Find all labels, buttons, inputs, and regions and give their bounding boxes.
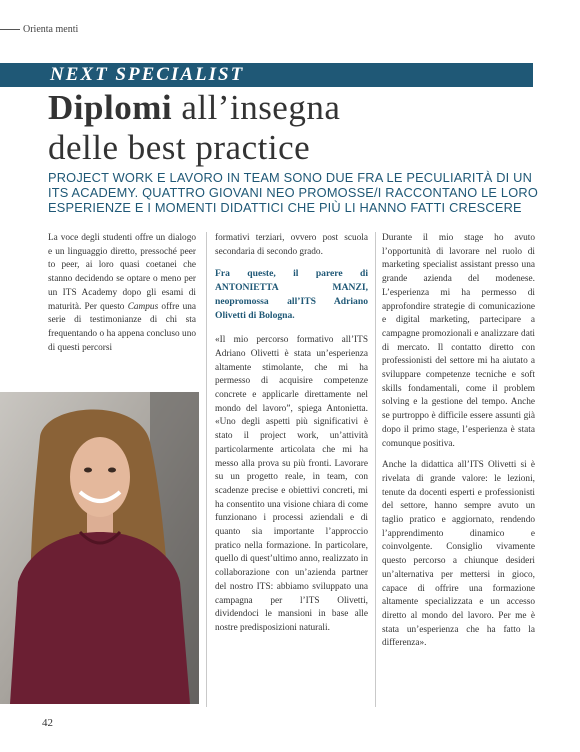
col3-paragraph-1: Durante il mio stage ho avuto l’opportunità di lavorare nel ruolo di marketing specialist assistant presso una grande azienda del modenese. L’esperienza mi ha permesso di approfondire strategie di comunicazione e digital marketing, partecipare a campagne promozionali e analizzare dati di mercato. Il contatto diretto con professionisti del settore mi ha aiutato a sviluppare competenze tecniche e soft skills fondamentali, come il problem solving e la gestione del tempo. Anche se purtroppo è difficile essere assunti già dopo il primo stage, l’esperienza è stata comunque positiva.	[382, 233, 535, 449]
intro-text-a: La voce degli studenti offre un dialogo e un linguaggio diretto, pressoché peer to peer, ai loro quasi coetanei che stanno decidendo se optare o meno per un ITS Academy dopo gli esami di maturità. Per questo	[48, 233, 196, 312]
column-2	[215, 232, 368, 644]
portrait-photo	[0, 392, 199, 704]
col2-paragraph-2: «Il mio percorso formativo all’ITS Adriano Olivetti è stata un’esperienza altamente stimolante, che mi ha permesso di acquisire competenze concrete e applicarle direttamente nel mondo del lavoro”, spiega Antonietta. «Uno degli aspetti più significativi è stato il project work, un’attività particolarmente articolata che mi ha messo alla prova su più fronti. Lavorare su un progetto reale, in team, con scadenze precise e obiettivi concreti, mi ha consentito una visione chiara di come funzionano i processi aziendali e di quanto sia importante l’approccio pratico nella formazione. In particolare, quello di quest’ultimo anno, realizzato in collaborazione con un’azienda partner del nostro ITS: abbiamo sviluppato una campagna per l’ITS Olivetti, dividendoci le mansioni in base alle nostre predisposizioni naturali.	[215, 335, 368, 633]
section-band	[0, 63, 533, 87]
column-1	[48, 232, 196, 363]
intro-text-b: offre una serie di testimonianze di chi sta frequentando o ha appena concluso uno di questi percorsi	[48, 301, 196, 353]
section-title: Orienta menti	[23, 24, 79, 35]
headline-line1	[48, 88, 340, 128]
band-label: NEXT SPECIALIST	[50, 64, 245, 85]
left-eye	[84, 468, 92, 473]
headline-bold: Diplomi	[48, 88, 173, 127]
headline	[48, 88, 340, 168]
intro-paragraph	[48, 232, 196, 355]
portrait-illustration	[0, 392, 199, 704]
headline-line2: delle best practice	[48, 128, 311, 167]
page-number: 42	[42, 717, 53, 729]
face-shape	[70, 437, 130, 517]
col3-paragraph-2: Anche la didattica all’ITS Olivetti si è rivelata di grande valore: le lezioni, tenute da docenti esperti e professionisti del settore, hanno sempre avuto un taglio pratico e aggiornato, rendendo l’apprendimento dinamico e coinvolgente. Consiglio vivamente questo percorso a chiunque desideri un’alternativa per mettersi in gioco, capace di offrire una formazione altamente specializzata e un accesso diretto al mondo del lavoro. Per me è stata un’esperienza che ha fatto la differenza».	[382, 460, 535, 649]
sweater-shape	[10, 532, 190, 704]
running-head-rule	[0, 29, 20, 30]
callout: Fra queste, il parere di ANTONIETTA MANZI, neopromossa all’ITS Adriano Olivetti di Bologna.	[215, 268, 368, 321]
column-divider-2	[375, 232, 376, 707]
running-head	[0, 24, 78, 35]
right-eye	[108, 468, 116, 473]
magazine-name: Campus	[127, 301, 159, 312]
subheadline: PROJECT WORK E LAVORO IN TEAM SONO DUE FRA LE PECULIARITÀ DI UN ITS ACADEMY. QUATTRO GIOVANI NEO PROMOSSE/I RACCONTANO LE LORO ESPERIENZE E I MOMENTI DIDATTICI CHE PIÙ LI HANNO FATTI CRESCERE	[48, 170, 538, 215]
col2-paragraph-1: formativi terziari, ovvero post scuola secondaria di secondo grado.	[215, 233, 368, 257]
column-3	[382, 232, 535, 659]
headline-line1-rest: all’insegna	[172, 88, 341, 127]
column-divider-1	[206, 232, 207, 707]
